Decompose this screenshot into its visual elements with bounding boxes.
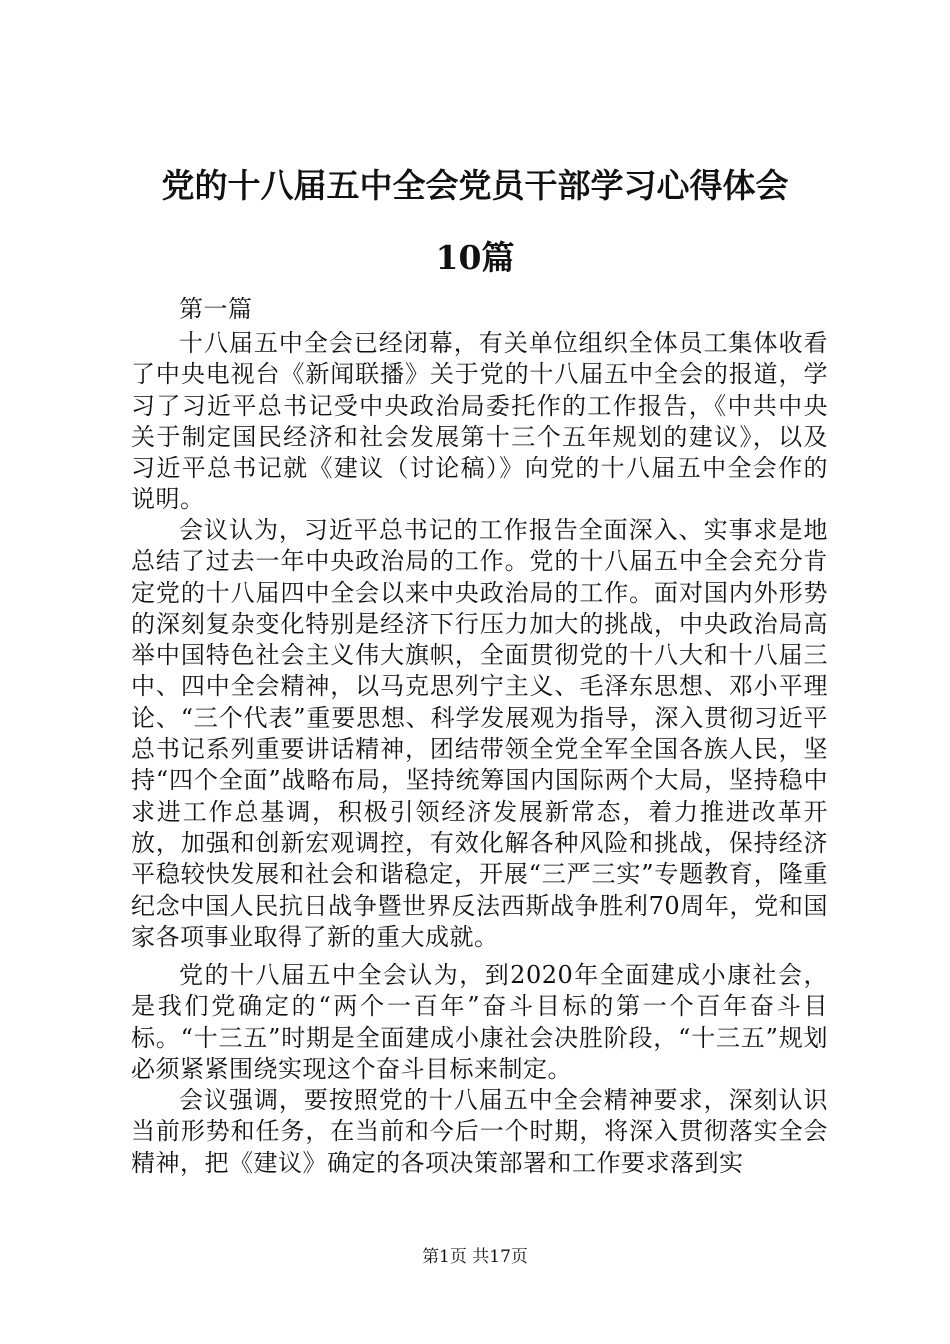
page-footer: 第1页 共17页 — [422, 1247, 528, 1267]
paragraph-2: 会议认为，习近平总书记的工作报告全面深入、实事求是地总结了过去一年中央政治局的工作。党的十八届五中全会充分肯定党的十八届四中全会以来中央政治局的工作。面对国内外形势的深刻复杂变化特别是经济下行压力加大的挑战，中央政治局高举中国特色社会主义伟大旗帜，全面贯彻党的十八大和十八届三中、四中全会精神，以马克思列宁主义、毛泽东思想、邓小平理论、“三个代表”重要思想、科学发展观为指导，深入贯彻习近平总书记系列重要讲话精神，团结带领全党全军全国各族人民，坚持“四个全面”战略布局，坚持统筹国内国际两个大局，坚持稳中求进工作总基调，积极引领经济发展新常态，着力推进改革开放，加强和创新宏观调控，有效化解各种风险和挑战，保持经济平稳较快发展和社会和谐稳定，开展“三严三实”专题教育，隆重纪念中国人民抗日战争暨世界反法西斯战争胜利70周年，党和国家各项事业取得了新的重大成就。 — [131, 516, 828, 951]
paragraph-3: 党的十八届五中全会认为，到2020年全面建成小康社会，是我们党确定的“两个一百年”奋斗目标的第一个百年奋斗目标。“十三五”时期是全面建成小康社会决胜阶段，“十三五”规划必须紧紧围绕实现这个奋斗目标来制定。 — [131, 961, 828, 1083]
paragraph-4: 会议强调，要按照党的十八届五中全会精神要求，深刻认识当前形势和任务，在当前和今后一个时期，将深入贯彻落实全会精神，把《建议》确定的各项决策部署和工作要求落到实 — [131, 1086, 828, 1177]
document-title: 党的十八届五中全会党员干部学习心得体会 — [161, 166, 789, 205]
document-title-continued: 10篇 — [435, 238, 515, 277]
section-label: 第一篇 — [179, 295, 253, 323]
paragraph-1: 十八届五中全会已经闭幕，有关单位组织全体员工集体收看了中央电视台《新闻联播》关于党的十八届五中全会的报道，学习了习近平总书记受中央政治局委托作的工作报告，《中共中央关于制定国民经济和社会发展第十三个五年规划的建议》，以及习近平总书记就《建议（讨论稿）》向党的十八届五中全会作的说明。 — [131, 329, 828, 514]
